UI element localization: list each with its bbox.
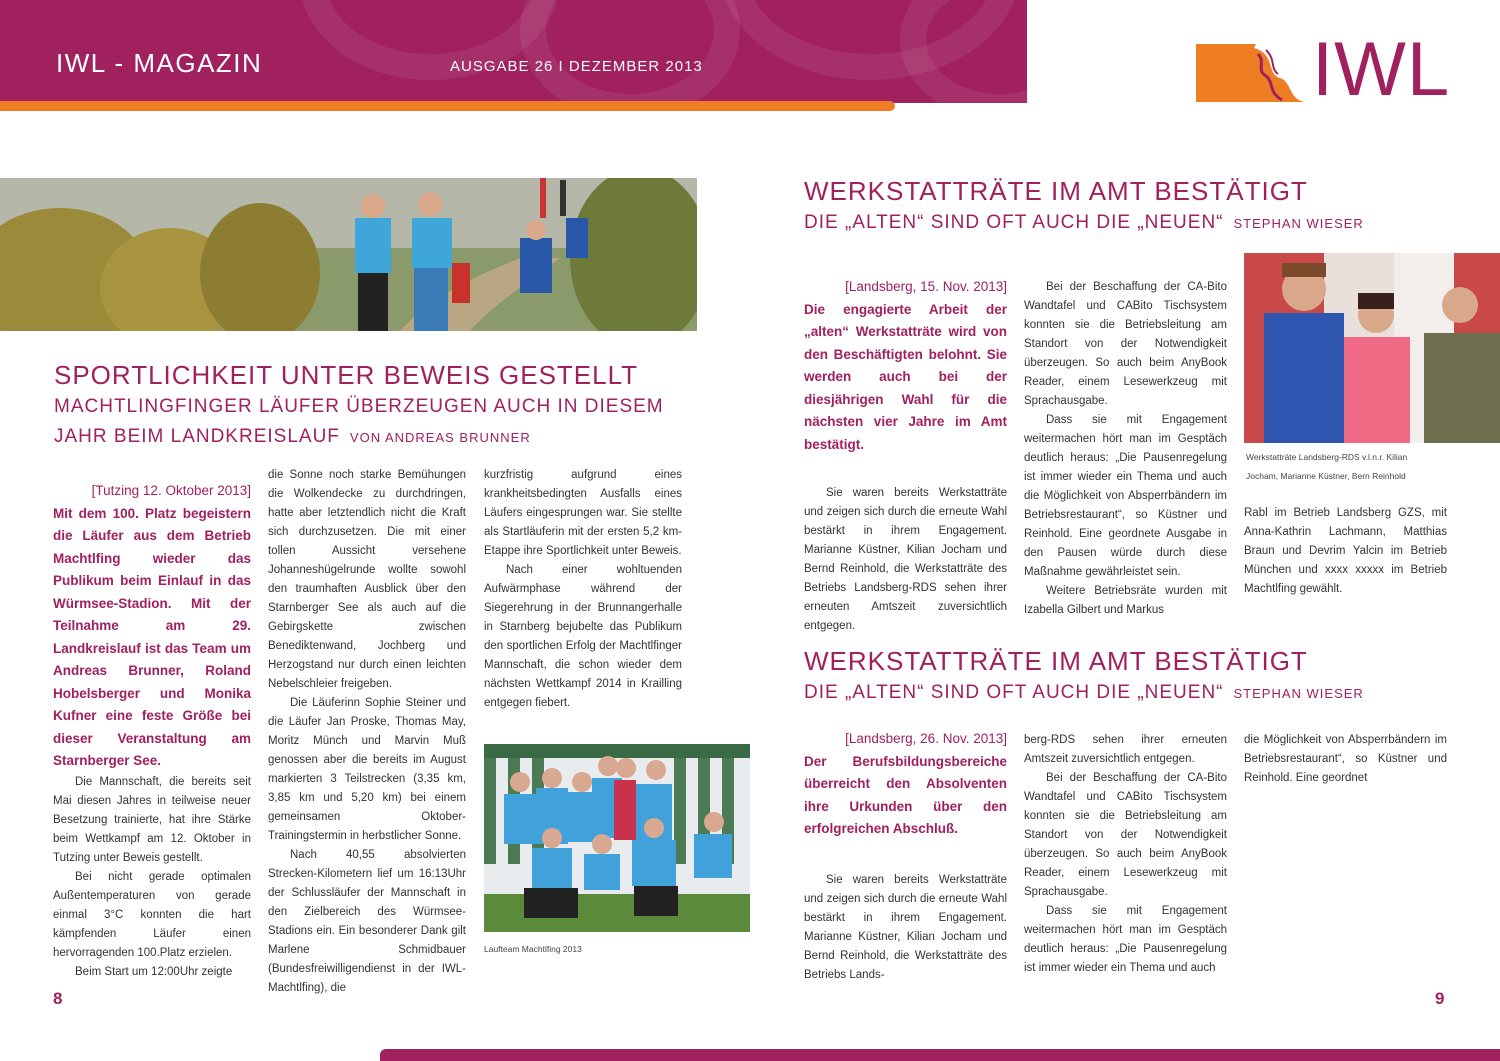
left-article-subtitle-1: MACHTLINGFINGER LÄUFER ÜBERZEUGEN AUCH IN DIESEM [54, 396, 664, 417]
left-article-subtitle-2 [54, 426, 531, 448]
paragraph: Die Mannschaft, die bereits seit Mai diesen Jahres in teilweise neuer Besetzung trainierte, hat ihre Stärke beim Wettkampf am 12. Oktober in Tutzing unter Beweis gestellt. [53, 775, 251, 864]
paragraph: Sie waren bereits Werkstatträte und zeigen sich durch die erneute Wahl bestärkt in ihrem Engagement. Marianne Küstner, Kilian Jocham und Bernd Reinhold, die Werkstatträte des Betriebs Landsberg-RDS sehen ihrer erneuten Amtszeit zuversichtlich entgegen. [804, 487, 1007, 632]
left-article-author: VON ANDREAS BRUNNER [349, 430, 531, 445]
right-article-2-subtitle [804, 682, 1364, 704]
paragraph: Bei der Beschaffung der CA-Bito Wandtafel und CABito Tischsystem konnten sie die Betriebsleitung am Standort von der Notwendigkeit überzeugen. So auch beim AnyBook Reader, einem Lesewerkzeug mit Sprachausgabe. [1024, 281, 1227, 407]
paragraph: Dass sie mit Engagement weitermachen hört man im Gesptäch deutlich heraus: „Die Pausenregelung ist immer wieder ein Thema und auch [1024, 905, 1227, 974]
left-article-column-3 [484, 466, 682, 713]
paragraph: Sie waren bereits Werkstatträte und zeigen sich durch die erneute Wahl bestärkt in ihrem Engagement. Marianne Küstner, Kilian Jocham und Bernd Reinhold, die Werkstatträte des Betriebs Lands- [804, 873, 1007, 981]
left-article-date: [Tutzing 12. Oktober 2013] [91, 483, 251, 498]
left-article-column-1 [53, 480, 251, 982]
works-council-photo [1244, 253, 1500, 443]
paragraph: Die Läuferinn Sophie Steiner und die Läufer Jan Proske, Thomas May, Moritz Münch und Marvin Muß genossen aber die bereits im August markierten 3 Teilstrecken (3,35 km, 3,85 km und 5,20 km) bei einem gemeinsamen Oktober-Trainingstermin in herbstlicher Sonne. [268, 697, 466, 842]
right-article-1-lead: Die engagierte Arbeit der „alten“ Werkstatträte wird von den Beschäftigten belohnt. Sie werden auch bei der diesjährigen Wahl für die nächsten vier Jahre im Amt bestätigt. [804, 301, 1007, 452]
page-number-left: 8 [53, 989, 63, 1008]
right-article-2-title: WERKSTATTRÄTE IM AMT BESTÄTIGT [804, 646, 1308, 676]
right-article-2-column-1 [804, 728, 1007, 985]
paragraph: Weitere Betriebsräte wurden mit Izabella Gilbert und Markus [1024, 585, 1227, 616]
right-article-1-subtitle-text: DIE „ALTEN“ SIND OFT AUCH DIE „NEUEN“ [804, 212, 1224, 233]
running-photo [0, 178, 697, 331]
left-article-title: SPORTLICHKEIT UNTER BEWEIS GESTELLT [54, 360, 639, 390]
right-article-2-column-2 [1024, 731, 1227, 978]
right-article-1-column-3 [1244, 504, 1447, 599]
right-article-1-title: WERKSTATTRÄTE IM AMT BESTÄTIGT [804, 176, 1308, 206]
magazine-title: IWL - MAGAZIN [56, 48, 263, 78]
right-article-1-author: STEPHAN WIESER [1233, 216, 1364, 231]
right-article-2-subtitle-text: DIE „ALTEN“ SIND OFT AUCH DIE „NEUEN“ [804, 682, 1224, 703]
paragraph: kurzfristig aufgrund eines krankheitsbedingten Ausfalls eines Läufers eingesprungen war. Sie stellte als Startläuferin mit der ersten 5,2 km-Etappe ihre Sportlichkeit unter Beweis. [484, 469, 682, 557]
right-article-1-column-1 [804, 276, 1007, 636]
issue-label: AUSGABE 26 I DEZEMBER 2013 [450, 58, 703, 75]
left-article-subtitle-2-text: JAHR BEIM LANDKREISLAUF [54, 426, 340, 447]
team-photo-caption: Laufteam Machtlfing 2013 [484, 944, 582, 954]
paragraph: die Möglichkeit von Absperrbändern im Betriebsrestaurant“, so Küstner und Reinhold. Eine geordnet [1244, 734, 1447, 784]
right-article-2-column-3 [1244, 731, 1447, 788]
paragraph: Bei der Beschaffung der CA-Bito Wandtafel und CABito Tischsystem konnten sie die Betriebsleitung am Standort von der Notwendigkeit überzeugen. So auch beim AnyBook Reader, einem Lesewerkzeug mit Sprachausgabe. [1024, 772, 1227, 898]
iwl-logo [1196, 27, 1451, 112]
logo-mark-icon [1196, 44, 1304, 102]
right-article-2-author: STEPHAN WIESER [1233, 686, 1364, 701]
paragraph: Beim Start um 12:00Uhr zeigte [75, 965, 233, 978]
team-photo [484, 744, 750, 932]
header-accent-line [0, 101, 895, 111]
page-number-right: 9 [1435, 989, 1445, 1008]
right-article-1-column-2 [1024, 278, 1227, 620]
left-article-column-2 [268, 466, 466, 998]
right-article-2-lead: Der Berufsbildungsbereiche überreicht den Absolventen ihre Urkunden über den erfolgreichen Abschluß. [804, 753, 1007, 836]
paragraph: die Sonne noch starke Bemühungen die Wolkendecke zu durchdringen, hatte aber letztendlich nicht die Kraft sich durchzusetzen. Die mit einer tollen Aussicht versehene Johanneshügelrunde wollte sowohl den traumhaften Ausblick über den Starnberger See als auch auf die Gebirgskette zwischen Benediktenwand, Jochberg und Herzogstand nur durch einen leichten Nebelschleier freigeben. [268, 469, 466, 690]
paragraph: Nach 40,55 absolvierten Strecken-Kilometern lief um 16:13Uhr der Schlussläufer der Mannschaft in den Zielbereich des Würmsee-Stadions ein. Ein besonderer Dank gilt Marlene Schmidbauer (Bundesfreiwilligendienst in der IWL-Machtlfing), die [268, 849, 466, 994]
paragraph: Bei nicht gerade optimalen Außentemperaturen von gerade einmal 3°C konnten die hart kämpfenden Läufer einen hervorragenden 100.Platz erzielen. [53, 870, 251, 959]
paragraph: berg-RDS sehen ihrer erneuten Amtszeit zuversichtlich entgegen. [1024, 734, 1227, 765]
works-council-photo-caption: Werkstatträte Landsberg-RDS v.l.n.r. Kilian Jocham, Marianne Küstner, Bern Reinhold [1246, 452, 1408, 481]
logo-text: IWL [1312, 27, 1451, 112]
left-article-lead: Mit dem 100. Platz begeistern die Läufer aus dem Betrieb Machtlfing wieder das Publikum beim Einlauf in das Würmsee-Stadion. Mit der Teilnahme am 29. Landkreislauf ist das Team um Andreas Brunner, Roland Hobelsberger und Monika Kufner eine feste Größe bei dieser Veranstaltung am Starnberger See. [53, 505, 251, 768]
right-article-1-date: [Landsberg, 15. Nov. 2013] [845, 279, 1007, 294]
paragraph: Rabl im Betrieb Landsberg GZS, mit Anna-Kathrin Lachmann, Matthias Braun und Devrim Yalcin im Betrieb München und xxxx xxxxx im Betrieb Machtlfing gewählt. [1244, 507, 1447, 595]
right-article-1-subtitle [804, 212, 1364, 234]
footer-bar [380, 1049, 1500, 1061]
paragraph: Dass sie mit Engagement weitermachen hört man im Gesptäch deutlich heraus: „Die Pausenregelung ist immer wieder ein Thema und auch die Möglichkeit von Absperrbändern im Betriebsrestaurant“, so Küstner und Reinhold. Eine geordnete Ausgabe in den Pausen würde durch diese Maßnahme gewährleistet sein. [1024, 414, 1227, 578]
right-article-2-date: [Landsberg, 26. Nov. 2013] [845, 731, 1007, 746]
paragraph: Nach einer wohltuenden Aufwärmphase während der Siegerehrung in der Brunnangerhalle in Starnberg bejubelte das Publikum den sportlichen Erfolg der Machtlfinger Mannschaft, die schon wieder dem nächsten Wettkampf 2014 in Krailling entgegen fiebert. [484, 564, 682, 709]
